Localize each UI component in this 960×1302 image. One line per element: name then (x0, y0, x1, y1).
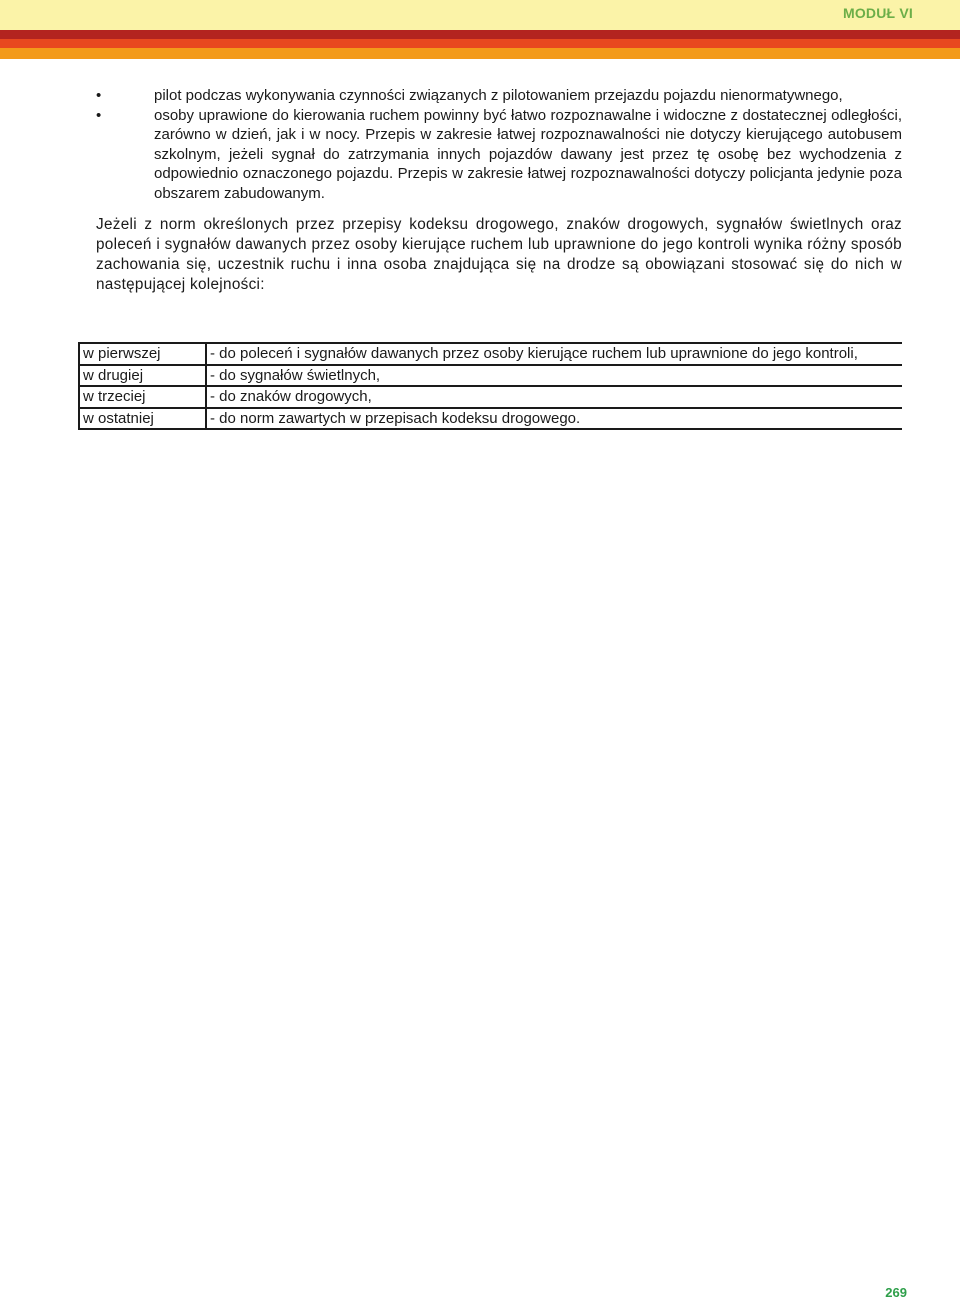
page-number: 269 (885, 1285, 907, 1300)
header-stripe-orange (0, 48, 960, 59)
order-table (78, 342, 902, 430)
table-row (79, 365, 902, 387)
bullet-item: • osoby uprawione do kierowania ruchem powinny być łatwo rozpoznawalne i widoczne z dostatecznej odległości, zarówno w dzień, jak i w nocy. Przepis w zakresie łatwej rozpoznawalności nie dotyczy kierującego autobusem szkolnym, jeżeli sygnał do zatrzymania innych pojazdów dawany jest przez tę osobę bez wychodzenia z odpowiednio oznaczonego pojazdu. Przepis w zakresie łatwej rozpoznawalności dotyczy policjanta jedynie poza obszarem zabudowanym. (96, 106, 902, 204)
header-stripe-orange-red (0, 39, 960, 48)
order-cell: w ostatniej (79, 408, 206, 430)
module-label: MODUŁ VI (842, 5, 913, 21)
rule-cell: - do poleceń i sygnałów dawanych przez osoby kierujące ruchem lub uprawnione do jego kontroli, (206, 343, 902, 365)
body-paragraph: Jeżeli z norm określonych przez przepisy kodeksu drogowego, znaków drogowych, sygnałów świetlnych oraz poleceń i sygnałów dawanych przez osoby kierujące ruchem lub uprawnione do jego kontroli wynika różny sposób zachowania się, uczestnik ruchu i inna osoba znajdująca się na drodze są obowiązani stosować się do nich w następującej kolejności: (96, 216, 902, 293)
table-row (79, 408, 902, 430)
order-cell: w trzeciej (79, 386, 206, 408)
table-row (79, 343, 902, 365)
header-band (0, 0, 960, 30)
bullet-item: • pilot podczas wykonywania czynności związanych z pilotowaniem przejazdu pojazdu nienormatywnego, (96, 86, 902, 106)
rule-cell: - do sygnałów świetlnych, (206, 365, 902, 387)
table-row (79, 386, 902, 408)
header-stripe-dark-red (0, 30, 960, 39)
rule-cell: - do norm zawartych w przepisach kodeksu drogowego. (206, 408, 902, 430)
order-cell: w drugiej (79, 365, 206, 387)
rule-cell: - do znaków drogowych, (206, 386, 902, 408)
bullet-list (96, 86, 902, 203)
order-cell: w pierwszej (79, 343, 206, 365)
